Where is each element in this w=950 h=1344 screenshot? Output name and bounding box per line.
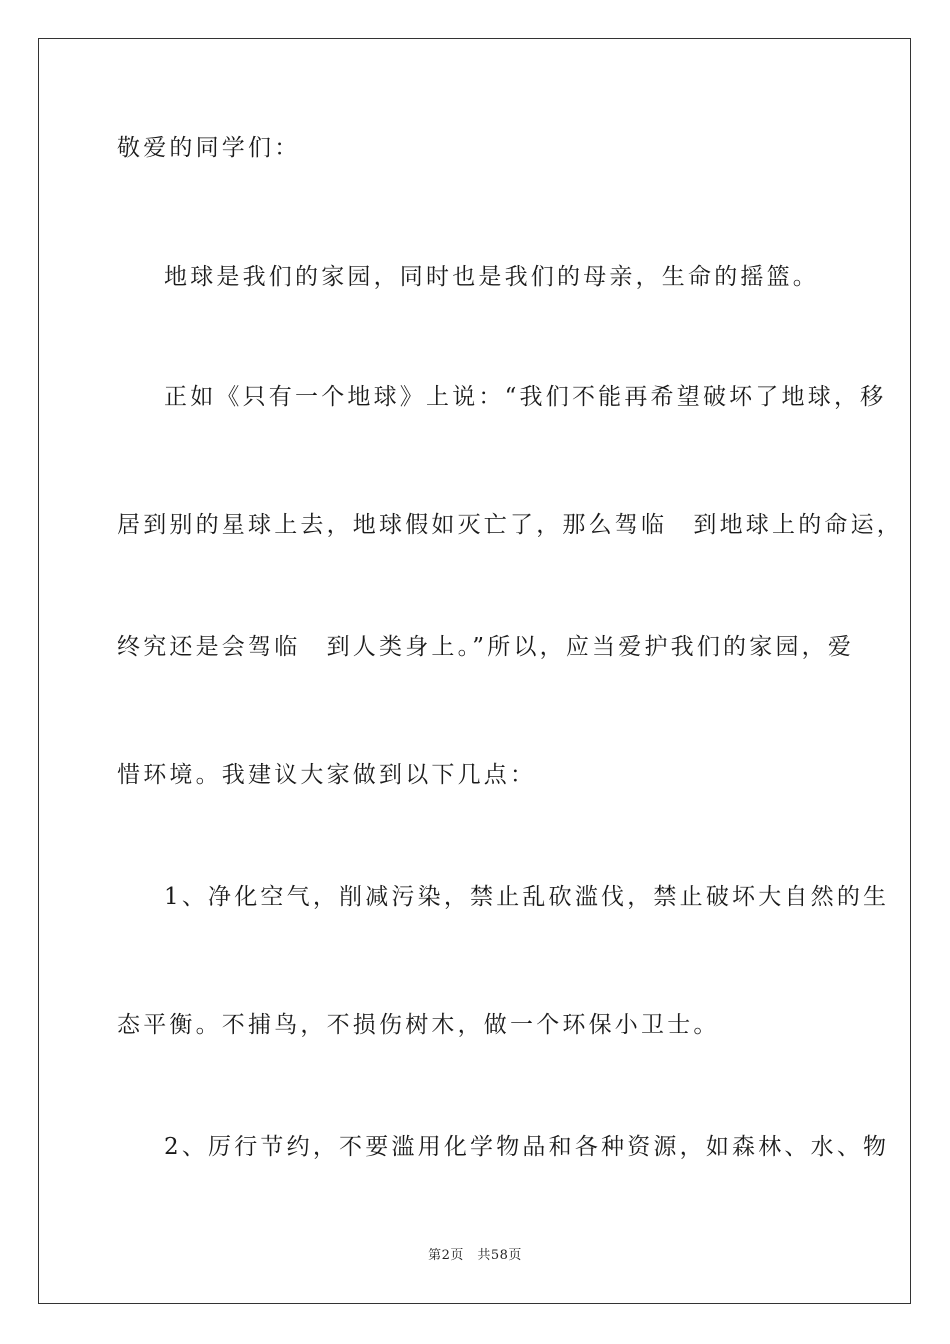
- list-item-1-line: 1、净化空气，削减污染，禁止乱砍滥伐，禁止破坏大自然的生: [164, 884, 890, 910]
- paragraph-line: 居到别的星球上去，地球假如灭亡了，那么驾临 到地球上的命运，: [117, 512, 903, 538]
- list-item-1-line: 态平衡。不捕鸟，不损伤树木，做一个环保小卫士。: [117, 1012, 720, 1038]
- paragraph-line: 惜环境。我建议大家做到以下几点：: [117, 762, 537, 788]
- page-number-footer: 第2页 共58页: [428, 1248, 522, 1263]
- paragraph-line: 地球是我们的家园，同时也是我们的母亲，生命的摇篮。: [164, 264, 819, 290]
- page-border: [38, 38, 911, 1304]
- salutation: 敬爱的同学们：: [117, 135, 301, 161]
- paragraph-line: 正如《只有一个地球》上说：“我们不能再希望破坏了地球，移: [164, 384, 887, 410]
- paragraph-line: 终究还是会驾临 到人类身上。”所以，应当爱护我们的家园，爱: [117, 634, 855, 660]
- list-item-2-line: 2、厉行节约，不要滥用化学物品和各种资源，如森林、水、物: [164, 1134, 890, 1160]
